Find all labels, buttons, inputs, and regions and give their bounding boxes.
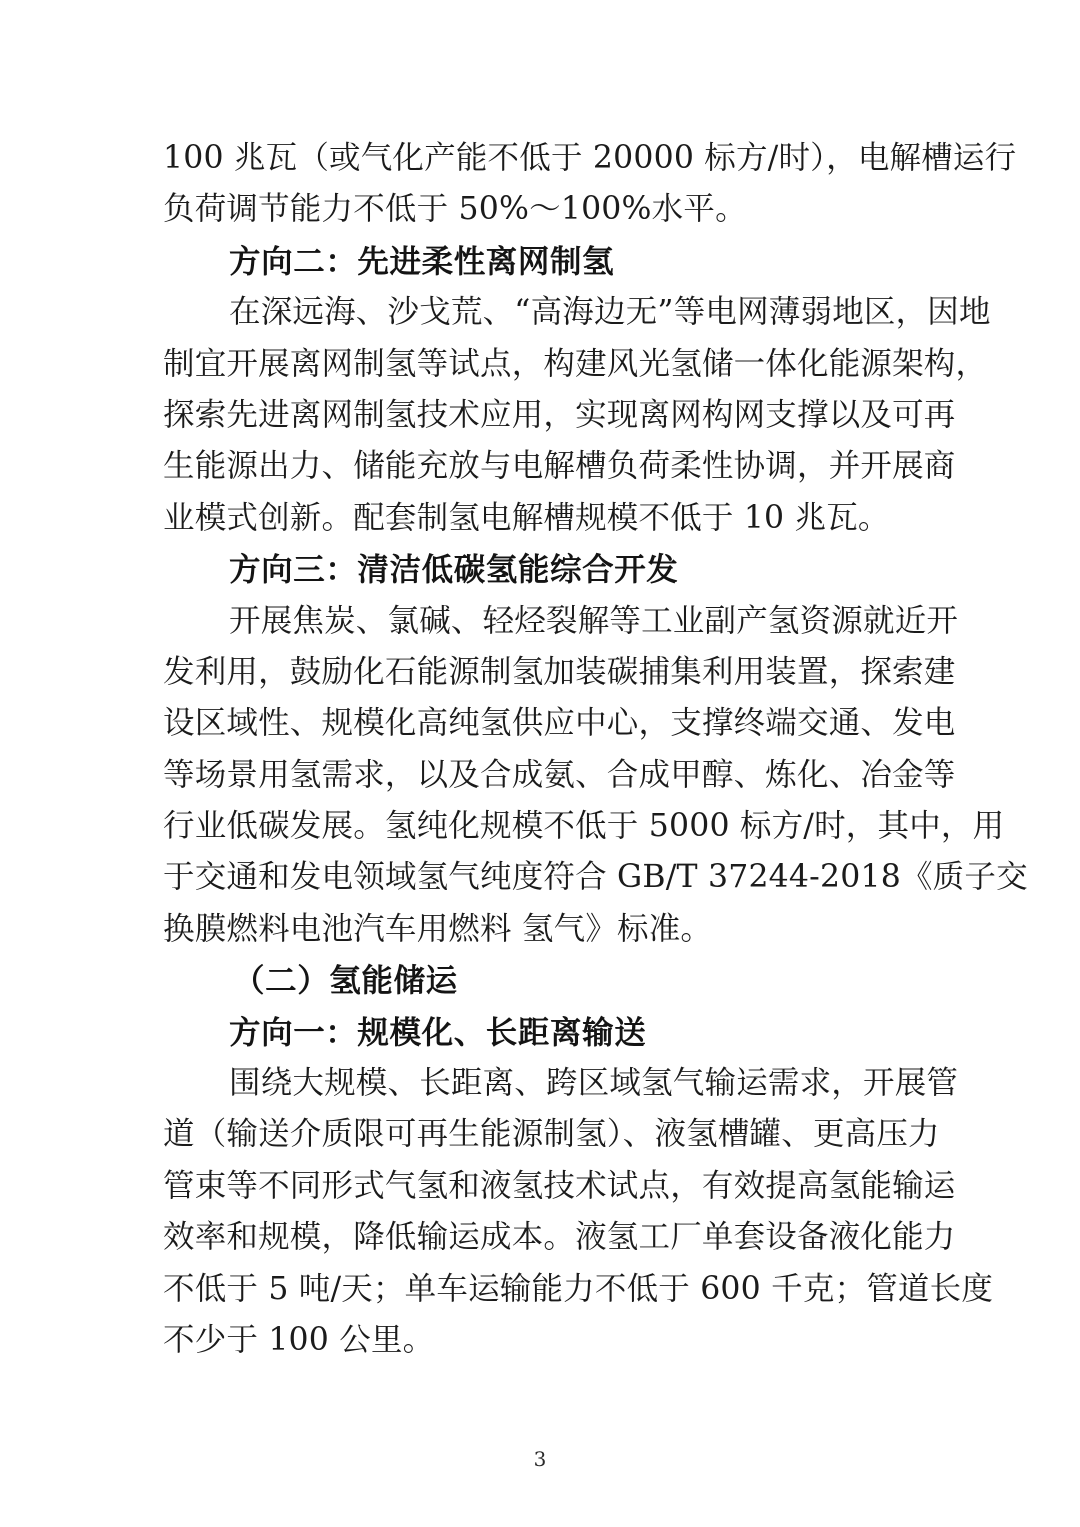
- paragraph-direction-two-body: [163, 287, 991, 544]
- text-line: 管束等不同形式气氢和液氢技术试点，有效提高氢能输运: [163, 1167, 956, 1204]
- text-line: 于交通和发电领域氢气纯度符合 GB/T 37244-2018《质子交: [163, 859, 1028, 896]
- text-line: 道（输送介质限可再生能源制氢）、液氢槽罐、更高压力: [163, 1116, 940, 1153]
- text-line: 100 兆瓦（或气化产能不低于 20000 标方/时），电解槽运行: [163, 140, 1017, 176]
- text-line: 不低于 5 吨/天；单车运输能力不低于 600 千克；管道长度: [163, 1270, 994, 1307]
- heading-direction-two: 方向二：先进柔性离网制氢: [229, 242, 615, 280]
- paragraph-direction-three-body: [163, 596, 1028, 956]
- text-line: 不少于 100 公里。: [163, 1321, 435, 1358]
- heading-direction-three: 方向三：清洁低碳氢能综合开发: [229, 551, 679, 589]
- text-line: 在深远海、沙戈荒、“高海边无”等电网薄弱地区，因地: [229, 294, 991, 331]
- text-line: 负荷调节能力不低于 50%～100%水平。: [163, 191, 747, 228]
- text-line: 设区域性、规模化高纯氢供应中心，支撑终端交通、发电: [163, 705, 956, 742]
- paragraph-continued-hydrogen-production: [163, 133, 1017, 236]
- page-number: 3: [533, 1447, 547, 1471]
- text-line: 探索先进离网制氢技术应用，实现离网构网支撑以及可再: [163, 396, 956, 433]
- heading-section-two: （二）氢能储运: [233, 962, 458, 1000]
- text-line: 发利用，鼓励化石能源制氢加装碳捕集利用装置，探索建: [163, 653, 956, 690]
- text-line: 生能源出力、储能充放与电解槽负荷柔性协调，并开展商: [163, 448, 956, 485]
- text-line: 等场景用氢需求，以及合成氨、合成甲醇、炼化、冶金等: [163, 756, 956, 793]
- text-line: 制宜开展离网制氢等试点，构建风光氢储一体化能源架构，: [163, 345, 988, 382]
- text-line: 效率和规模，降低输运成本。液氢工厂单套设备液化能力: [163, 1219, 956, 1256]
- text-line: 行业低碳发展。氢纯化规模不低于 5000 标方/时，其中，用: [163, 808, 1005, 845]
- text-line: 换膜燃料电池汽车用燃料 氢气》标准。: [163, 910, 713, 947]
- text-line: 开展焦炭、氯碱、轻烃裂解等工业副产氢资源就近开: [229, 602, 959, 639]
- text-line: 围绕大规模、长距离、跨区域氢气输运需求，开展管: [229, 1065, 959, 1102]
- text-line: 业模式创新。配套制氢电解槽规模不低于 10 兆瓦。: [163, 499, 890, 536]
- page-content: [163, 133, 1028, 1366]
- heading-direction-one: 方向一：规模化、长距离输送: [229, 1013, 647, 1051]
- paragraph-direction-one-body: [163, 1058, 994, 1366]
